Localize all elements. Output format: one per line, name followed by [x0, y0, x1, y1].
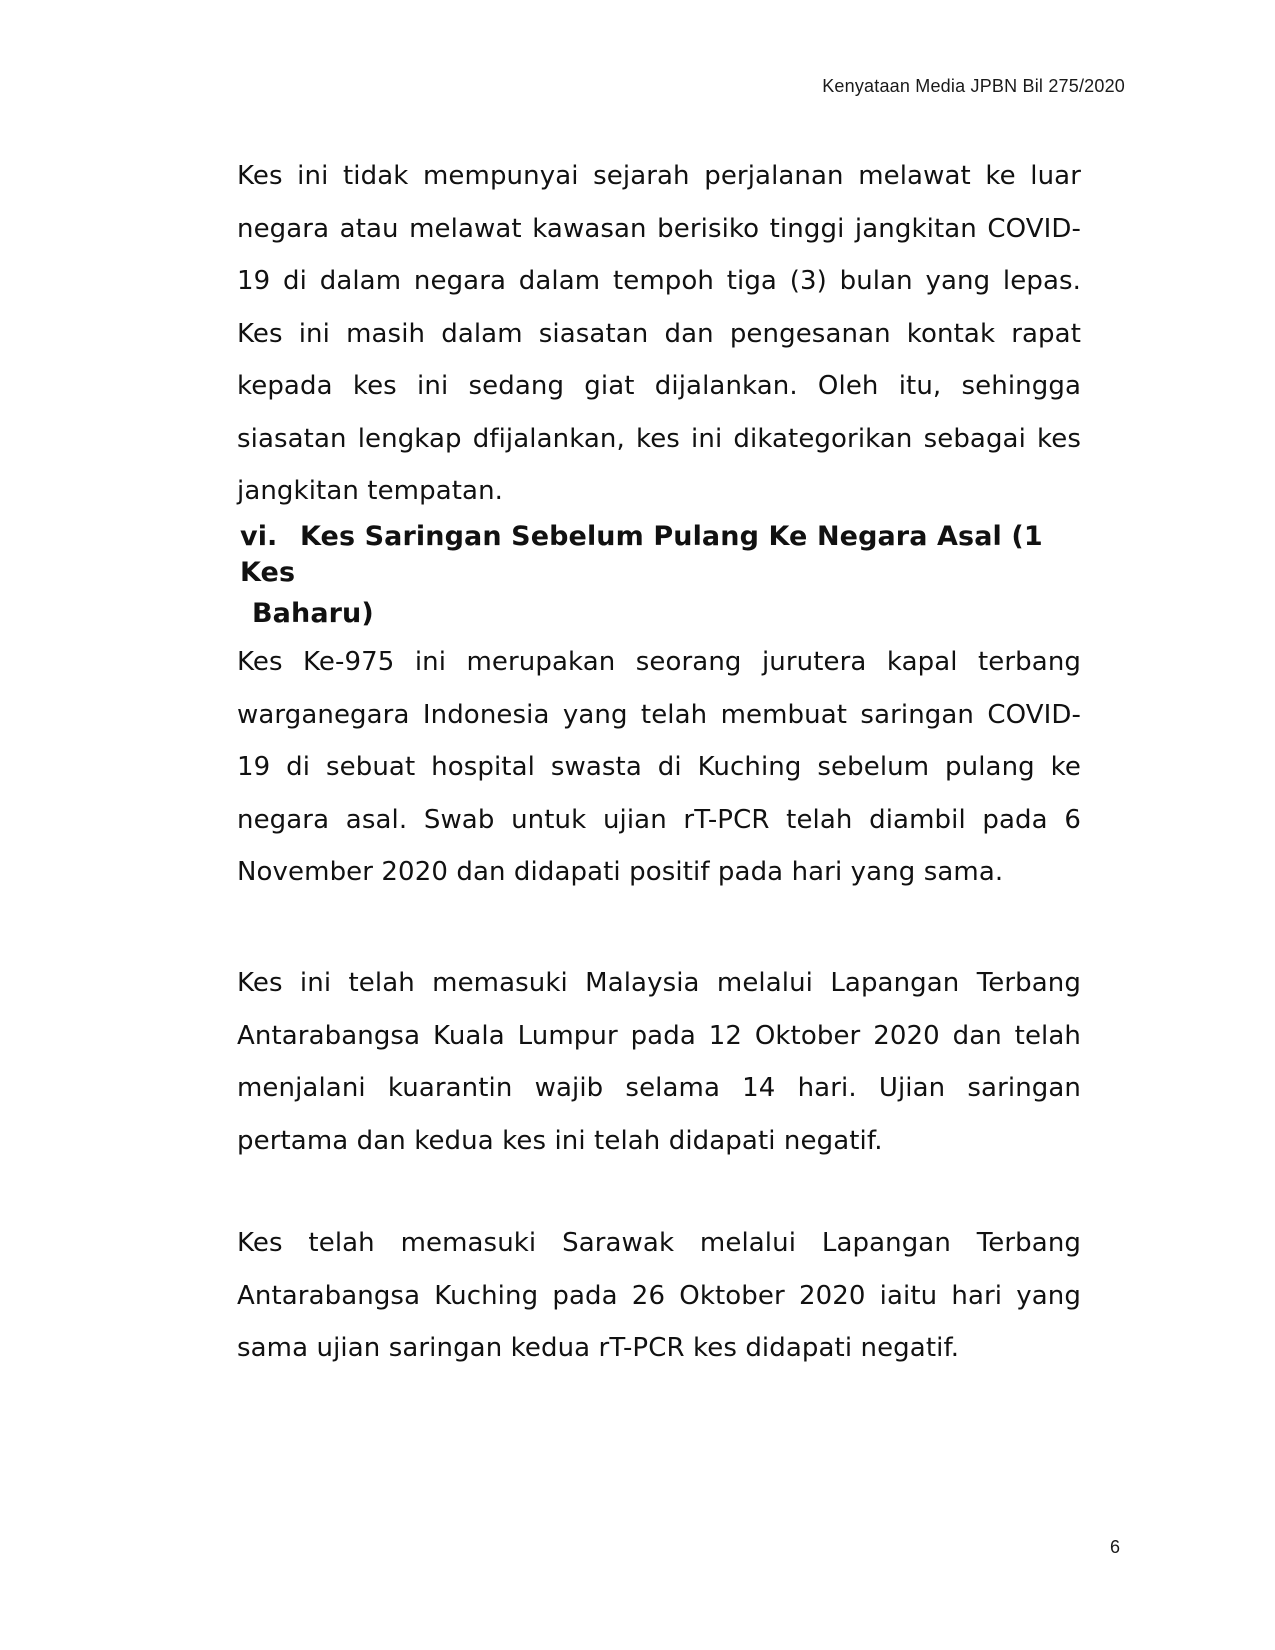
paragraph-local-transmission: Kes ini tidak mempunyai sejarah perjalanan melawat ke luar negara atau melawat kawasan berisiko tinggi jangkitan COVID-19 di dalam negara dalam tempoh tiga (3) bulan yang lepas. Kes ini masih dalam siasatan dan pengesanan kontak rapat kepada kes ini sedang giat dijalankan. Oleh itu, sehingga siasatan lengkap dfijalankan, kes ini dikategorikan sebagai kes jangkitan tempatan.	[237, 161, 1081, 506]
section-number: vi.	[240, 521, 278, 552]
page-number: 6	[1109, 1537, 1120, 1557]
paragraph-entry-sarawak: Kes telah memasuki Sarawak melalui Lapangan Terbang Antarabangsa Kuching pada 26 Oktober 2020 iaitu hari yang sama ujian saringan kedua rT-PCR kes didapati negatif.	[237, 1228, 1081, 1363]
paragraph-case-975: Kes Ke-975 ini merupakan seorang jurutera kapal terbang warganegara Indonesia yang telah membuat saringan COVID-19 di sebuat hospital swasta di Kuching sebelum pulang ke negara asal. Swab untuk ujian rT-PCR telah diambil pada 6 November 2020 dan didapati positif pada hari yang sama.	[237, 647, 1081, 887]
section-heading	[240, 519, 1100, 632]
section-title-line1: Kes Saringan Sebelum Pulang Ke Negara Asal (1 Kes	[240, 521, 1043, 588]
paragraph-entry-malaysia: Kes ini telah memasuki Malaysia melalui Lapangan Terbang Antarabangsa Kuala Lumpur pada 12 Oktober 2020 dan telah menjalani kuarantin wajib selama 14 hari. Ujian saringan pertama dan kedua kes ini telah didapati negatif.	[237, 968, 1081, 1156]
section-title-line2: Baharu)	[252, 598, 374, 629]
document-header: Kenyataan Media JPBN Bil 275/2020	[822, 76, 1125, 96]
